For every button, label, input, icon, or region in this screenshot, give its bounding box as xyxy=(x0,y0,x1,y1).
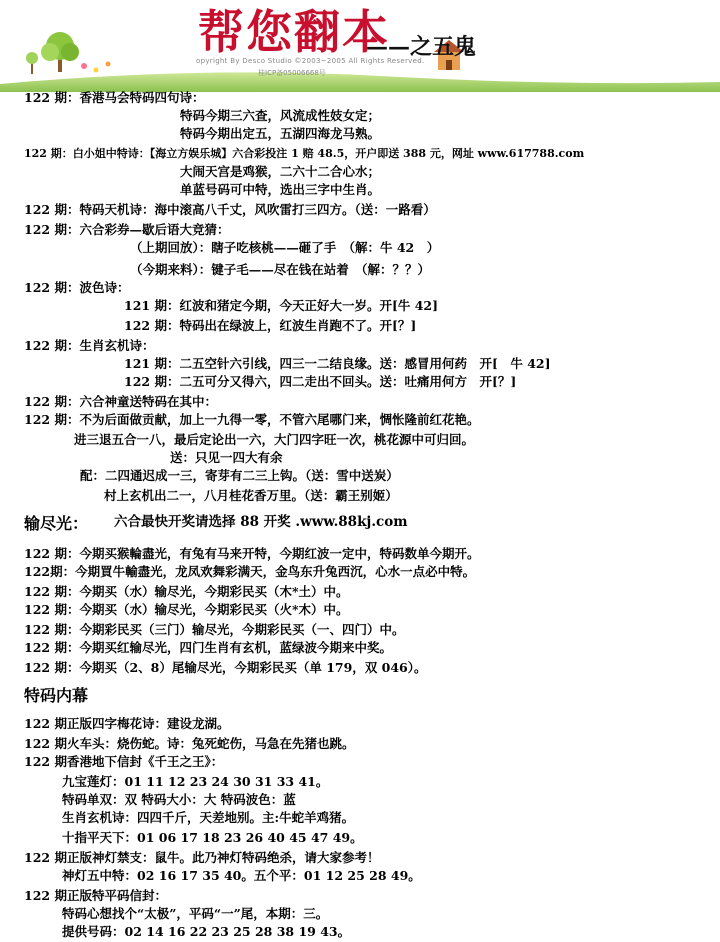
text-line: （今期来料）：键子毛——尽在钱在站着 （解：？？） xyxy=(130,262,431,277)
text-line: 122 期：白小姐中特诗：【海立方娱乐城】六合彩投注 1 赔 48.5，开户即送 388 元，网址 www.617788.com xyxy=(24,147,585,160)
banner-subtitle: ——之五鬼 xyxy=(366,34,477,60)
banner-title: 帮您翻本 xyxy=(198,5,390,59)
text-line: 122 期：今期买猴輪盡光，有兔有马来开特，今期红波一定中，特码数单今期开。 xyxy=(24,546,480,561)
text-line: 122 期正版四字梅花诗：建设龙湖。 xyxy=(24,716,230,731)
text-line: 122 期：波色诗： xyxy=(24,280,130,295)
text-line: 122 期：今期买（水）输尽光，今期彩民买（火*木）中。 xyxy=(24,602,349,617)
text-line: 进三退五合一八，最后定论出一六，大门四字旺一次，桃花源中可归回。 xyxy=(74,432,475,447)
text-line: 特码心想找个“太极”，平码“一”尾，本期：三。 xyxy=(62,906,329,921)
text-line: 122 期：今期买红输尽光，四门生肖有玄机，蓝绿波今期来中奖。 xyxy=(24,640,392,655)
text-line: （上期回放）：瞎子吃核桃——砸了手 （解：牛 42 ） xyxy=(130,240,440,255)
text-line: 122 期：特码出在绿波上，红波生肖跑不了。开[？] xyxy=(124,318,417,333)
text-line: 121 期：二五空针六引线，四三一二结良缘。送：感冒用何药 开[ 牛 42] xyxy=(124,356,551,371)
text-line: 122 期：特码天机诗：海中滚高八千丈，风吹雷打三四方。（送：一路看） xyxy=(24,202,436,217)
text-line: 122 期：今期买（水）输尽光，今期彩民买（木*土）中。 xyxy=(24,584,349,599)
text-line: 122 期：二五可分又得六，四二走出不回头。送：吐痛用何方 开[？] xyxy=(124,374,517,389)
section-title-neimu: 特码内幕 xyxy=(24,686,89,705)
text-line: 特码今期三六查，风流成性妓女定； xyxy=(180,108,381,123)
text-line: 九宝莲灯：01 11 12 23 24 30 31 33 41。 xyxy=(62,774,329,789)
text-line: 122 期：六合彩券—歇后语大竞猜： xyxy=(24,222,230,237)
text-line: 特码单双：双 特码大小：大 特码波色：蓝 xyxy=(62,792,296,807)
text-line: 提供号码：02 14 16 22 23 25 28 38 19 43。 xyxy=(62,924,351,939)
text-line: 生肖玄机诗：四四千斤，天差地别。主:牛蛇羊鸡猪。 xyxy=(62,810,355,825)
text-line: 122 期：生肖玄机诗： xyxy=(24,338,155,353)
text-line: 122 期正版特平码信封： xyxy=(24,888,167,903)
text-line: 配：二四通迟成一三，寄芽有二三上钩。（送：雪中送炭） xyxy=(80,468,399,483)
section-title-shuchen: 输尽光： xyxy=(24,514,89,533)
ad-link[interactable]: 六合最快开奖请选择 88 开奖 .www.88kj.com xyxy=(114,514,408,530)
text-line: 122 期火车头：烧伤蛇。诗：兔死蛇伤，马急在先猪也跳。 xyxy=(24,736,355,751)
text-line: 121 期：红波和猪定今期，今天正好大一岁。开[牛 42] xyxy=(124,298,439,313)
text-line: 单蓝号码可中特，选出三字中生肖。 xyxy=(180,182,381,197)
text-line: 122 期：不为后面做贡献，加上一九得一零，不管六尾哪门来，惆怅隆前红花艳。 xyxy=(24,412,480,427)
icp-number: 桂ICP备05006668号 xyxy=(258,69,326,77)
text-line: 村上玄机出二一，八月桂花香万里。（送：霸王别姬） xyxy=(104,488,398,503)
text-line: 122 期：今期彩民买（三门）输尽光，今期彩民买（一、四门）中。 xyxy=(24,622,405,637)
text-line: 122 期：今期买（2、8）尾输尽光，今期彩民买（单 179，双 046）。 xyxy=(24,660,427,675)
text-line: 特码今期出定五，五湖四海龙马熟。 xyxy=(180,126,381,141)
text-line: 122 期香港地下信封《千王之王》： xyxy=(24,754,224,769)
text-line: 122期：今期買牛輸盡光，龙凤欢舞彩满天，金鸟东升兔西沉，心水一点必中特。 xyxy=(24,564,476,579)
text-line: 122 期：香港马会特码四句诗： xyxy=(24,90,205,105)
text-line: 送：只见一四大有余 xyxy=(170,450,283,465)
text-line: 十指平天下：01 06 17 18 23 26 40 45 47 49。 xyxy=(62,830,363,845)
copyright-text: opyright By Desco Studio ©2003~2005 All Rights Reserved. xyxy=(196,57,425,65)
text-line: 122 期：六合神童送特码在其中： xyxy=(24,394,217,409)
text-line: 大闹天宫是鸡猴，二六十二合心水； xyxy=(180,164,381,179)
text-line: 神灯五中特：02 16 17 35 40。五个平：01 12 25 28 49。 xyxy=(62,868,421,883)
text-line: 122 期正版神灯禁支：鼠牛。此乃神灯特码绝杀，请大家参考！ xyxy=(24,850,380,865)
